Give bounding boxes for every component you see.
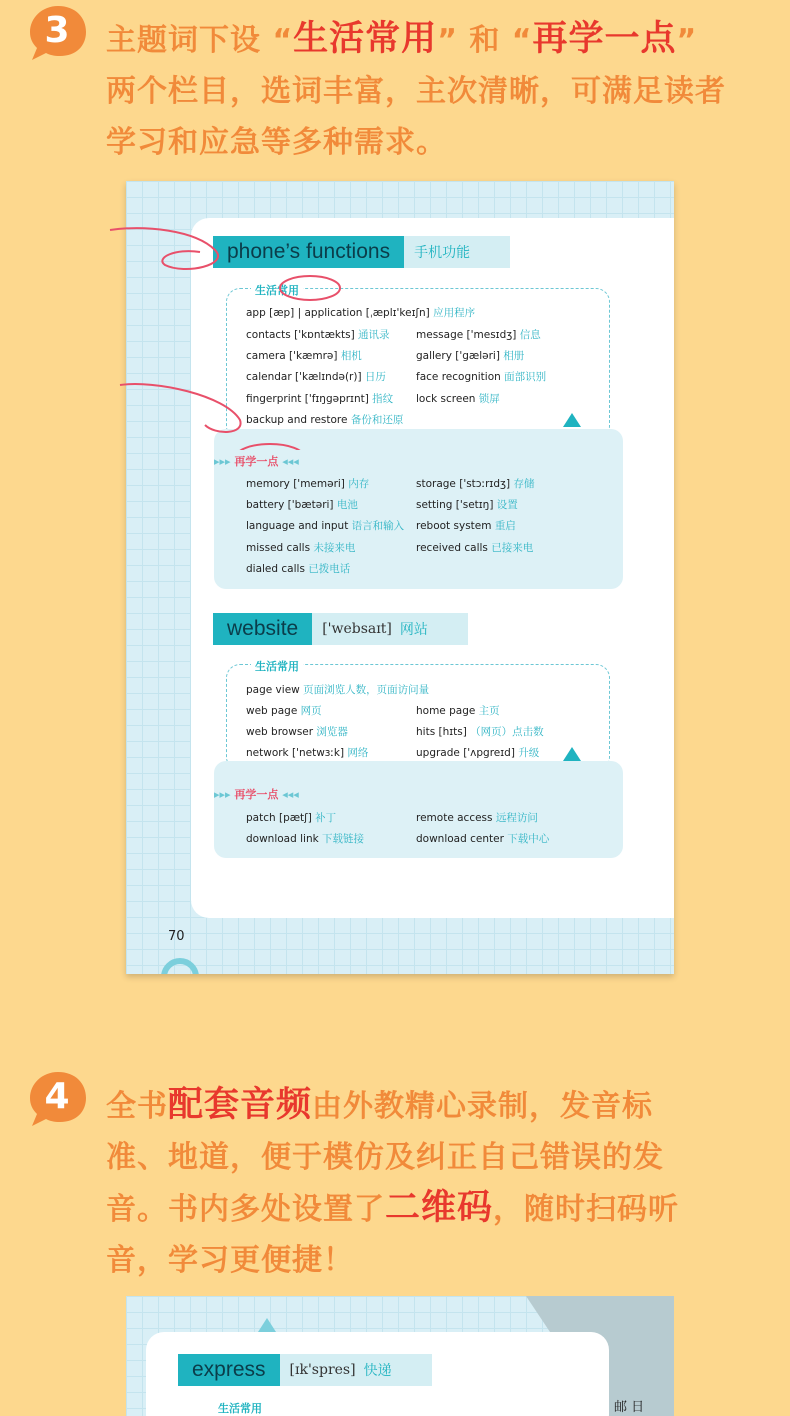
- vocab-row: [416, 369, 546, 384]
- vocab-en: lock screen: [416, 393, 479, 405]
- tag-common-1: 生活常用: [251, 282, 303, 298]
- vocab-cn: 已拨电话: [308, 563, 351, 575]
- vocab-row: [416, 540, 533, 555]
- section3-line1: 主题词下设 “生活常用” 和 “再学一点”: [106, 19, 698, 59]
- vocab-row: [246, 703, 322, 718]
- vocab-cn: 电池: [336, 499, 358, 511]
- vocab-row: [416, 497, 518, 512]
- vocab-cn: （网页）点击数: [470, 726, 544, 738]
- vocab-en: calendar ['kælɪndə(r)]: [246, 371, 365, 383]
- vocab-en: memory ['meməri]: [246, 478, 349, 490]
- tag-more-1: ▸▸▸ 再学一点 ◂◂◂: [214, 455, 299, 468]
- vocab-en: remote access: [416, 812, 496, 824]
- vocab-row: [416, 831, 549, 846]
- page-number: 70: [168, 929, 185, 944]
- vocab-cn: 升级: [518, 747, 540, 759]
- vocab-en: message ['mesɪdʒ]: [416, 329, 520, 341]
- section3-line3: 学习和应急等多种需求。: [106, 125, 447, 160]
- vocab-cn: 内存: [348, 478, 370, 490]
- vocab-en: missed calls: [246, 542, 314, 554]
- section4-intro: [106, 1080, 746, 1286]
- vocab-en: hits [hɪts]: [416, 726, 471, 738]
- vocab-cn: 远程访问: [495, 812, 538, 824]
- vocab-row: [246, 561, 350, 576]
- vocab-row: [416, 745, 539, 760]
- vocab-en: contacts ['kɒntækts]: [246, 329, 359, 341]
- vocab-cn: 网络: [347, 747, 369, 759]
- book-page-sample-2: [126, 1296, 674, 1416]
- vocab-en: battery ['bætəri]: [246, 499, 337, 511]
- vocab-cn: 已接来电: [491, 542, 534, 554]
- vocab-cn: 下载链接: [322, 833, 365, 845]
- section4-line1: 全书配套音频由外教精心录制，发音标: [106, 1085, 654, 1125]
- vocab-cn: 网页: [300, 705, 322, 717]
- vocab-cn: 通讯录: [358, 329, 390, 341]
- vocab-row: [246, 540, 355, 555]
- vocab-cn: 相机: [340, 350, 362, 362]
- topic-header-phone-functions: phone’s functions 手机功能: [213, 236, 510, 268]
- vocab-row: [246, 476, 369, 491]
- vocab-cn: 面部识别: [504, 371, 547, 383]
- vocab-cn: 日历: [364, 371, 386, 383]
- circle-decoration-icon: [160, 951, 200, 974]
- vocab-en: face recognition: [416, 371, 505, 383]
- vocab-cn: 应用程序: [433, 307, 476, 319]
- vocab-row: [416, 391, 500, 406]
- vocab-cn: 未接来电: [313, 542, 356, 554]
- vocab-row: [416, 724, 544, 739]
- vocab-en: web browser: [246, 726, 317, 738]
- triangle-icon: [258, 1318, 276, 1332]
- vocab-cn: 指纹: [372, 393, 394, 405]
- vocab-row: [246, 497, 358, 512]
- vocab-row: [246, 682, 429, 697]
- vocab-en: received calls: [416, 542, 492, 554]
- vocab-row: [246, 810, 336, 825]
- vocab-row: [416, 348, 524, 363]
- vocab-cn: 页面浏览人数，页面访问量: [303, 684, 430, 696]
- vocab-cn: 重启: [494, 520, 516, 532]
- side-label: 邮 日: [614, 1400, 645, 1415]
- vocab-row: [416, 518, 516, 533]
- triangle-icon: [563, 413, 581, 427]
- vocab-en: web page: [246, 705, 301, 717]
- vocab-cn: 下载中心: [507, 833, 550, 845]
- vocab-en: storage ['stɔːrɪdʒ]: [416, 478, 514, 490]
- vocab-row: [416, 476, 534, 491]
- topic-header-express: express [ɪk'spres] 快递: [178, 1354, 432, 1386]
- tag-more-2: ▸▸▸ 再学一点 ◂◂◂: [214, 788, 299, 801]
- vocab-en: gallery ['gæləri]: [416, 350, 504, 362]
- vocab-en: download center: [416, 833, 508, 845]
- vocab-row: [246, 518, 404, 533]
- vocab-en: upgrade ['ʌpgreɪd]: [416, 747, 519, 759]
- vocab-cn: 浏览器: [316, 726, 348, 738]
- vocab-en: reboot system: [416, 520, 495, 532]
- section3-line2: 两个栏目，选词丰富，主次清晰，可满足读者: [106, 74, 726, 109]
- number-badge-3: 3: [28, 4, 90, 60]
- vocab-cn: 设置: [496, 499, 518, 511]
- vocab-cn: 主页: [478, 705, 500, 717]
- vocab-en: download link: [246, 833, 323, 845]
- vocab-cn: 备份和还原: [350, 414, 404, 426]
- vocab-cn: 锁屏: [478, 393, 500, 405]
- section3-intro: [106, 14, 746, 168]
- vocab-en: setting ['setɪŋ]: [416, 499, 497, 511]
- vocab-cn: 信息: [519, 329, 541, 341]
- tag-common-2: 生活常用: [251, 658, 303, 674]
- vocab-row: [246, 831, 364, 846]
- vocab-en: app [æp] | application [ˌæplɪ'keɪʃn]: [246, 307, 434, 319]
- vocab-en: language and input: [246, 520, 352, 532]
- vocab-cn: 存储: [513, 478, 535, 490]
- section4-line2: 准、地道，便于模仿及纠正自己错误的发: [106, 1140, 664, 1175]
- vocab-en: page view: [246, 684, 304, 696]
- vocab-en: home page: [416, 705, 479, 717]
- vocab-row: [416, 810, 538, 825]
- vocab-cn: 补丁: [315, 812, 337, 824]
- vocab-row: [246, 745, 368, 760]
- vocab-en: fingerprint ['fɪŋgəprɪnt]: [246, 393, 373, 405]
- vocab-cn: 相册: [503, 350, 525, 362]
- vocab-en: patch [pætʃ]: [246, 812, 316, 824]
- vocab-en: backup and restore: [246, 414, 351, 426]
- number-badge-4: 4: [28, 1070, 90, 1126]
- vocab-en: dialed calls: [246, 563, 309, 575]
- vocab-row: [246, 724, 348, 739]
- red-scribble-arrows: [105, 220, 355, 450]
- vocab-en: network ['netwɜːk]: [246, 747, 348, 759]
- section4-line3: 音。书内多处设置了二维码，随时扫码听: [106, 1188, 680, 1228]
- vocab-row: [416, 703, 500, 718]
- vocab-en: camera ['kæmrə]: [246, 350, 341, 362]
- tag-common-3: 生活常用: [218, 1402, 262, 1415]
- vocab-cn: 语言和输入: [351, 520, 405, 532]
- triangle-icon: [563, 747, 581, 761]
- section4-line4: 音，学习更便捷！: [106, 1243, 354, 1278]
- vocab-row: [416, 327, 541, 342]
- topic-header-website: website ['websaɪt] 网站: [213, 613, 468, 645]
